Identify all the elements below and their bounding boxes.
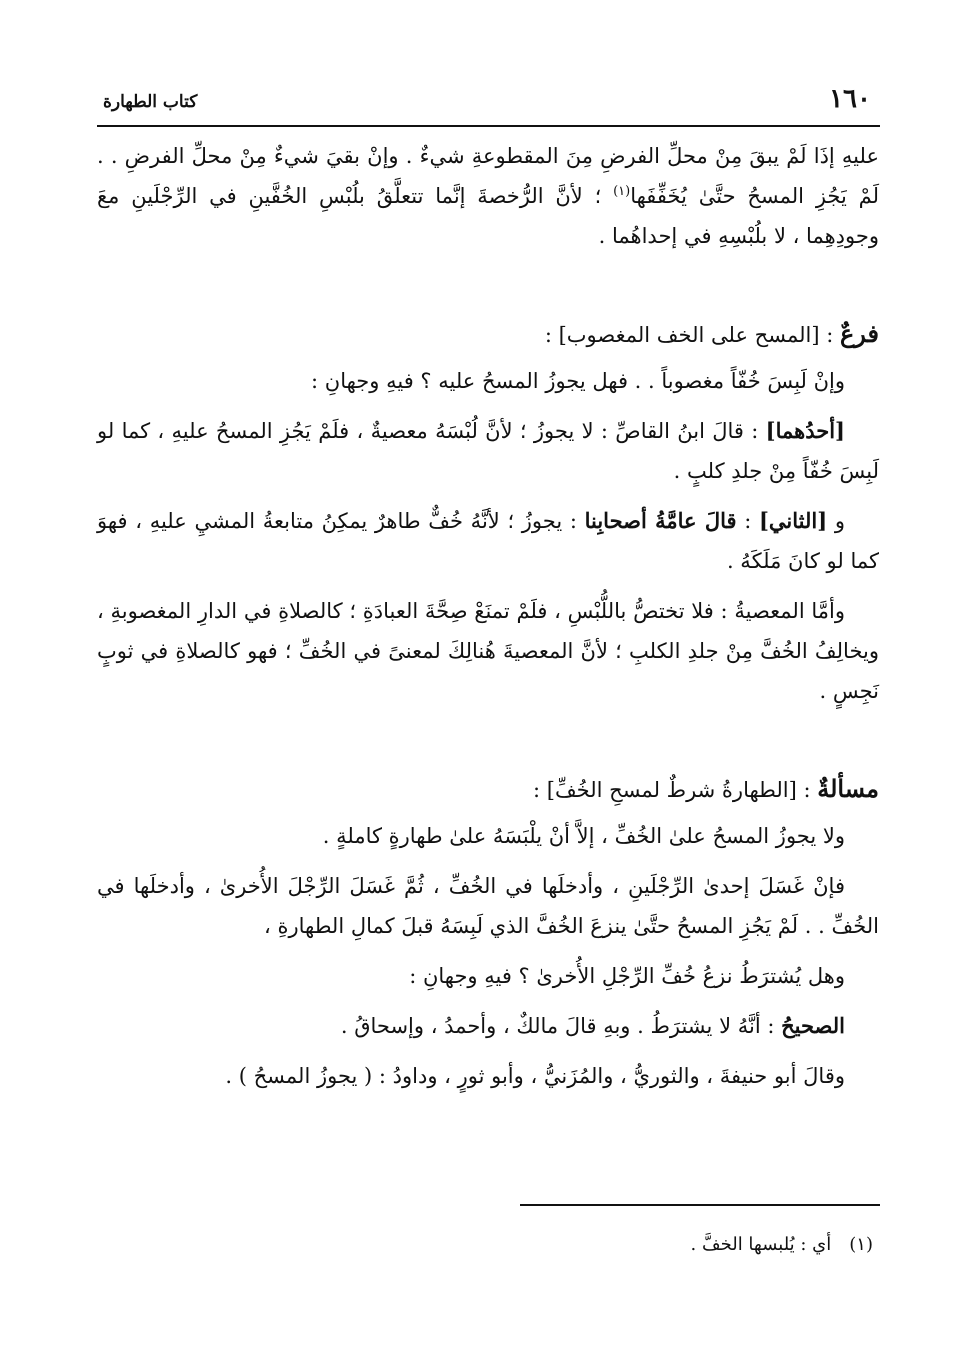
intro-paragraph: عليهِ إذَا لَمْ يبقَ مِنْ محلِّ الفرضِ مِنَ المقطوعةِ شيءٌ . وإنْ بقيَ شيءٌ مِنْ محلِّ الفرضِ . . لَمْ يَجُزِ المسحُ حتَّىٰ يُخَفِّفَها$^{(١)}$ ؛ لأنَّ الرُّخصةَ إنَّما تتعلَّقُ بلُبْسِ الخُفَّينِ في الرِّجْلَينِ معَ وجودِهِما ، لا بلُبْسِهِ في إحداهُما . [97,144,879,248]
running-title: كتاب الطهارة [103,92,198,112]
branch-heading [97,314,879,355]
footnote-text: أي : يُلبسها الخفَّ . [690,1234,832,1255]
issue-title: : [الطهارةُ شرطٌ لمسحِ الخُفِّ] : [533,778,818,802]
main-text [97,136,879,1106]
branch-keyword: فرعٌ [839,319,879,348]
footnote-number: (١) [849,1234,873,1255]
issue-paragraph-1: ولا يجوزُ المسحُ علىٰ الخُفِّ ، إلاَّ أنْ يلْبَسَهُ علىٰ طهارةٍ كاملةٍ . [322,824,845,848]
page-number: ١٦٠ [829,84,871,114]
issue-paragraph-3: وهل يُشترَطُ نزعُ خُفِّ الرِّجْلِ الأُخرىٰ ؟ فيهِ وجهانِ : [409,964,845,988]
issue-heading [97,769,879,810]
branch-second-view: و [الثاني] : قالَ عامَّةُ أصحابِنا : يجوزُ ؛ لأنَّهُ خُفٌّ طاهرٌ يمكِنُ متابعةُ المشيِ عليهِ ، فهوَ كما لو كانَ مَلَكَهُ . [97,508,879,573]
issue-paragraph-5: وقالَ أبو حنيفةَ ، والثوريُّ ، والمُزَنيُّ ، وأبو ثورٍ ، وداودُ : ( يجوزُ المسحُ ) . [225,1064,845,1088]
header-divider [97,125,880,127]
branch-title: : [المسح على الخف المغصوب] : [544,323,834,347]
branch-discussion: وأمَّا المعصيةُ : فلا تختصُّ باللُّبْسِ ، فلَمْ تمنَعْ صِحَّةَ العبادَةِ ؛ كالصلاةِ في الدارِ المغصوبةِ ، ويخالِفُ الخُفَّ مِنْ جلدِ الكلبِ ؛ لأنَّ المعصيةَ هُنالِكَ لمعنىً في الخُفِّ ؛ فهو كالصلاةِ في ثوبٍ نَجِسٍ . [97,599,879,703]
page-header [97,84,877,122]
footnote-divider [520,1204,880,1206]
branch-first-view: [أحدُهما] : قالَ ابنُ القاصِّ : لا يجوزُ ؛ لأنَّ لُبْسَهُ معصيةٌ ، فلَمْ يَجُزِ المسحُ عليهِ ، كما لو لَبِسَ خُفّاً مِنْ جلدِ كلبٍ . [97,418,879,483]
issue-paragraph-4: الصحيحُ : أنَّهُ لا يشترَطُ . وبهِ قالَ مالكٌ ، وأحمدُ ، وإسحاقُ . [340,1013,845,1038]
issue-keyword: مسألةٌ [817,774,879,803]
branch-question: وإنْ لَبِسَ خُفّاً مغصوباً . . فهل يجوزُ المسحُ عليه ؟ فيهِ وجهانِ : [311,369,845,393]
issue-paragraph-2: فإنْ غَسَلَ إحدىٰ الرِّجْلَينِ ، وأدخلَها في الخُفِّ ، ثُمَّ غَسَلَ الرِّجْلَ الأُخرىٰ ، وأدخلَها في الخُفِّ . . لَمْ يَجُزِ المسحُ حتَّىٰ ينزعَ الخُفَّ الذي لَبِسَهُ قبلَ كمالِ الطهارةِ ، [97,874,879,938]
footnote-marker: (١) [613,184,631,199]
footnote [97,1234,873,1255]
